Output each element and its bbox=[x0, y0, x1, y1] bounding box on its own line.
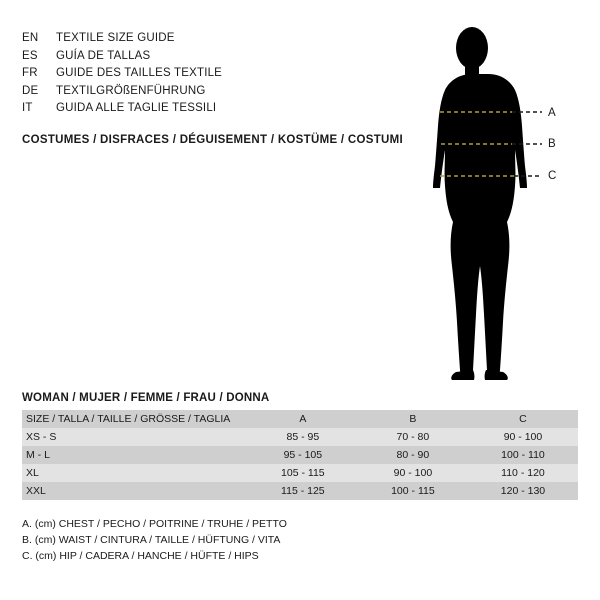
table-row bbox=[22, 428, 578, 446]
table-header bbox=[22, 410, 578, 428]
table-group-title: WOMAN / MUJER / FEMME / FRAU / DONNA bbox=[22, 392, 270, 404]
cell-b: 80 - 90 bbox=[358, 446, 468, 464]
column-header-size: SIZE / TALLA / TAILLE / GRÖSSE / TAGLIA bbox=[22, 410, 248, 428]
woman-silhouette-icon bbox=[400, 22, 590, 382]
table-header-row bbox=[22, 410, 578, 428]
marker-label-c: C bbox=[548, 170, 557, 182]
cell-c: 120 - 130 bbox=[468, 482, 578, 500]
legend-line-c: C. (cm) HIP / CADERA / HANCHE / HÜFTE / HIPS bbox=[22, 550, 259, 562]
cell-b: 70 - 80 bbox=[358, 428, 468, 446]
column-header-b: B bbox=[358, 410, 468, 428]
cell-size: XXL bbox=[22, 482, 248, 500]
language-code: IT bbox=[22, 102, 33, 114]
table-row bbox=[22, 446, 578, 464]
language-row bbox=[22, 100, 362, 118]
column-header-a: A bbox=[248, 410, 358, 428]
language-code: FR bbox=[22, 67, 38, 79]
cell-c: 100 - 110 bbox=[468, 446, 578, 464]
language-code: DE bbox=[22, 84, 39, 97]
language-text: TEXTILE SIZE GUIDE bbox=[56, 32, 175, 44]
language-list bbox=[22, 30, 362, 118]
language-text: GUIDE DES TAILLES TEXTILE bbox=[56, 67, 223, 79]
column-header-c: C bbox=[468, 410, 578, 428]
size-table-area bbox=[22, 392, 578, 500]
language-text: GUÍA DE TALLAS bbox=[56, 49, 151, 62]
language-row bbox=[22, 65, 362, 83]
cell-size: M - L bbox=[22, 446, 248, 464]
marker-label-b: B bbox=[548, 138, 556, 150]
language-code: EN bbox=[22, 32, 39, 44]
size-table bbox=[22, 410, 578, 500]
table-row bbox=[22, 482, 578, 500]
cell-c: 90 - 100 bbox=[468, 428, 578, 446]
cell-a: 85 - 95 bbox=[248, 428, 358, 446]
marker-label-a: A bbox=[548, 107, 556, 119]
language-text: GUIDA ALLE TAGLIE TESSILI bbox=[56, 102, 217, 114]
cell-a: 105 - 115 bbox=[248, 464, 358, 482]
cell-size: XS - S bbox=[22, 428, 248, 446]
measurement-legend bbox=[22, 516, 287, 564]
cell-c: 110 - 120 bbox=[468, 464, 578, 482]
language-row bbox=[22, 83, 362, 101]
cell-b: 100 - 115 bbox=[358, 482, 468, 500]
language-code: ES bbox=[22, 49, 38, 62]
legend-line-a: A. (cm) CHEST / PECHO / POITRINE / TRUHE / PETTO bbox=[22, 518, 287, 530]
cell-a: 95 - 105 bbox=[248, 446, 358, 464]
language-row bbox=[22, 48, 362, 66]
language-row bbox=[22, 30, 362, 48]
legend-line-b: B. (cm) WAIST / CINTURA / TAILLE / HÜFTUNG / VITA bbox=[22, 534, 281, 546]
cell-size: XL bbox=[22, 464, 248, 482]
table-body bbox=[22, 428, 578, 500]
cell-b: 90 - 100 bbox=[358, 464, 468, 482]
language-text: TEXTILGRÖßENFÜHRUNG bbox=[56, 84, 206, 97]
body-figure bbox=[400, 22, 590, 382]
cell-a: 115 - 125 bbox=[248, 482, 358, 500]
table-row bbox=[22, 464, 578, 482]
costumes-subtitle: COSTUMES / DISFRACES / DÉGUISEMENT / KOSTÜME / COSTUMI bbox=[22, 134, 404, 146]
